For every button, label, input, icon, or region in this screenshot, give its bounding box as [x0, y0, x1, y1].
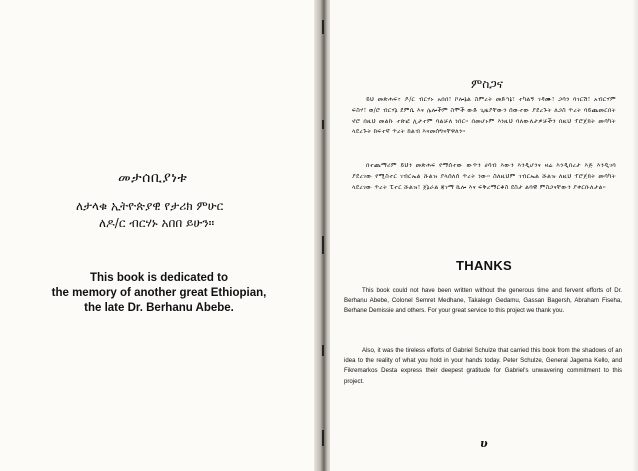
gutter-mark — [322, 430, 324, 446]
page-number: υ — [480, 437, 488, 450]
amharic-acknowledgements-heading: ምስጋና — [471, 77, 504, 91]
gutter-mark — [322, 236, 324, 254]
gutter-mark — [322, 345, 324, 356]
amharic-dedication-line-2: ለዶ/ር ብርሃኑ አበበ ይሁን። — [99, 216, 215, 230]
thanks-paragraph-1: This book could not have been written without the generous time and fervent efforts of Dr. Berhanu Abebe, Colonel Semret Medhane, Takalegn Gedamu, Gassan Bagersh, Abraham Fiseha, Berhane Demissie and others. For your great service to this project we thank you. — [344, 287, 622, 315]
amharic-acknowledgements-paragraph-1: ይህ መጽሐፍ፥ ዶ/ር ብርሃኑ አበበ፣ ኮሎኔል ስምረት መድኅኔ፣ ተካልኝ ገዳሙ፣ ጋሳን ባገርሽ፣ አብርሃም ፍስሃ፣ ወ/ሮ ብርሃኔ ደምሴ እና ሌሎችም ስሞች ውድ ጊዜያቸውን ሰውተው ያደረጉት ለጋስ ጥረት ባይጨመርበት ኖሮ በዚህ መልኩ ተጽፎ ሊታተም ባልቻለ ነበር። በመሆኑም እነዚህ ባለውለታዎቻችን በዚህ ፕሮጀክት መሳካት ላደረጉት ከፍተኛ ጥረት ከልብ እናመሰግናቸዋለን። — [352, 96, 616, 136]
amharic-dedication-line-1: ለታላቁ ኢትዮጵያዊ የታሪክ ምሁር — [76, 199, 224, 213]
english-dedication-line-1: This book is dedicated to — [89, 272, 229, 284]
amharic-dedication-title: መታሰቢያነቱ — [118, 170, 188, 186]
page-edge-shadow — [632, 0, 638, 471]
gutter-mark — [322, 20, 324, 34]
amharic-acknowledgements-paragraph-2: በተጨማሪም ይህን መጽሐፍ የማሰተው ውጥን ሀሳብ እውን እንዲሆንና ዛሬ እንዲበረታ እጅ እንዲገባ ያደረገው የሚስተር ገብርኤል ሹልዝ ያላሰለሰ ጥረት ነው። ስለዚህም ገብርኤል ሹልዝ ለዚህ ፕሮጀክት መሳካት ላደረገው ጥረት ፒተር ሹልዝ፣ ጀኔራል ጃገማ ኬሎ እና ፍቅረማርቆስ ደስታ ልባዊ ምስጋናቸውን ያቀርቡለታል። — [352, 162, 616, 191]
english-dedication-line-2: the memory of another great Ethiopian, — [51, 287, 267, 299]
right-page — [330, 0, 638, 471]
thanks-paragraph-2: Also, it was the tireless efforts of Gabriel Schulze that carried this book from the shadows of an idea to the reality of what you hold in your hands today. Peter Schulze, General Jagema Kello, and Fikremarkos Desta express their deepest gratitude for Gabriel's unwavering commitment to this project. — [344, 347, 622, 385]
gutter-mark — [322, 120, 324, 129]
left-page — [0, 0, 318, 471]
english-dedication-line-3: the late Dr. Berhanu Abebe. — [84, 302, 234, 314]
thanks-heading: THANKS — [456, 258, 512, 273]
